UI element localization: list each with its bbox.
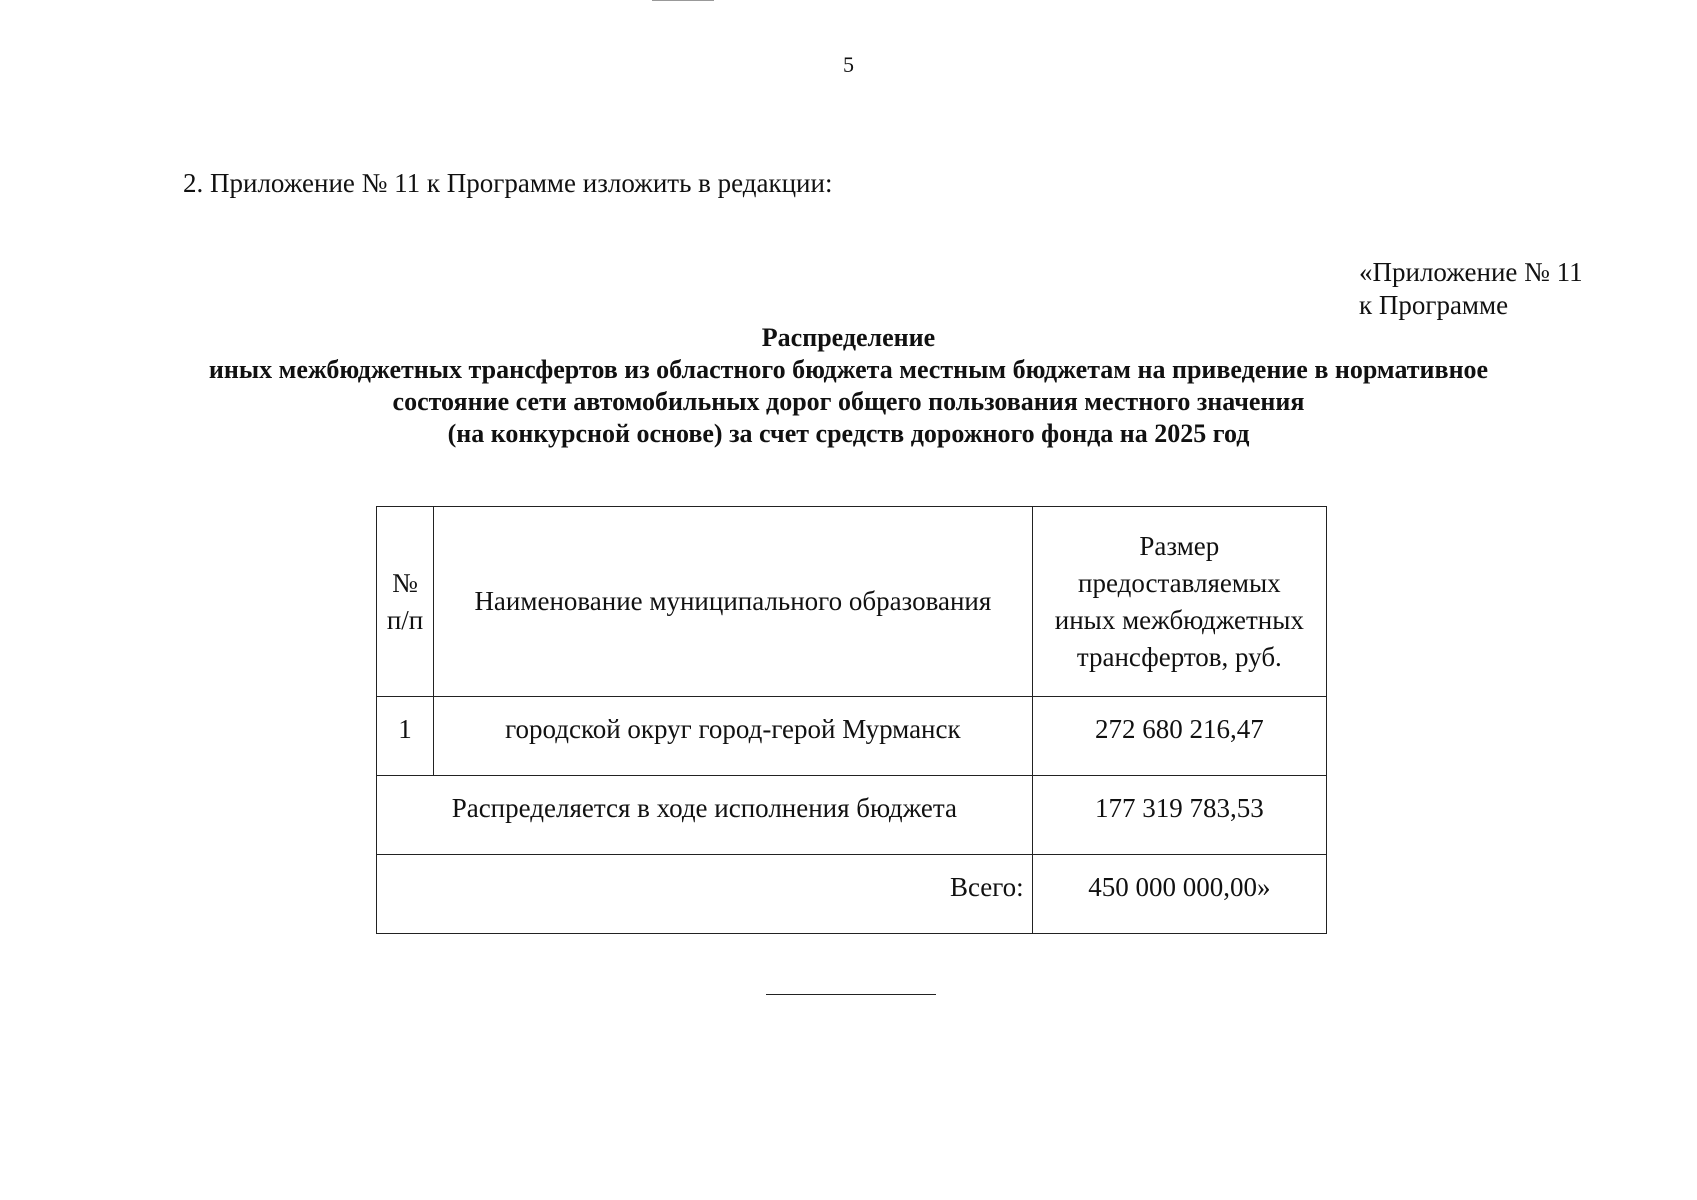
- header-amount: [1032, 507, 1326, 697]
- table-header-row: [377, 507, 1327, 697]
- header-amount-line2: предоставляемых: [1078, 567, 1281, 598]
- closing-rule: [766, 994, 936, 995]
- header-num-line1: №: [392, 567, 418, 598]
- page-number: 5: [843, 52, 854, 77]
- appendix-ref-line1: «Приложение № 11: [1359, 257, 1583, 287]
- table-row: [377, 697, 1327, 776]
- transfers-table: [376, 506, 1327, 934]
- total-amount: 450 000 000,00»: [1032, 855, 1326, 934]
- header-num-line2: п/п: [386, 604, 424, 635]
- appendix-reference: [1359, 256, 1583, 322]
- header-amount-line1: Размер: [1139, 530, 1220, 561]
- header-num: [377, 507, 434, 697]
- title-line4: (на конкурсной основе) за счет средств дорожного фонда на 2025 год: [447, 419, 1250, 448]
- row-name: городской округ город-герой Мурманск: [434, 697, 1033, 776]
- top-rule: [652, 0, 714, 1]
- distributed-label: Распределяется в ходе исполнения бюджета: [377, 776, 1033, 855]
- title-line1: Распределение: [761, 323, 936, 352]
- intro-paragraph: 2. Приложение № 11 к Программе изложить в редакции:: [183, 168, 833, 198]
- total-row: [377, 855, 1327, 934]
- title-line2: иных межбюджетных трансфертов из областного бюджета местным бюджетам на приведение в нормативное: [208, 355, 1489, 384]
- appendix-ref-line2: к Программе: [1359, 290, 1509, 320]
- row-amount: 272 680 216,47: [1032, 697, 1326, 776]
- total-label: Всего:: [377, 855, 1033, 934]
- title-line3: состояние сети автомобильных дорог общего пользования местного значения: [392, 387, 1305, 416]
- header-amount-line4: трансфертов, руб.: [1076, 641, 1282, 672]
- header-amount-line3: иных межбюджетных: [1054, 604, 1304, 635]
- distributed-amount: 177 319 783,53: [1032, 776, 1326, 855]
- document-title: [0, 322, 1697, 450]
- distributed-row: [377, 776, 1327, 855]
- row-num: 1: [377, 697, 434, 776]
- header-name: Наименование муниципального образования: [434, 507, 1033, 697]
